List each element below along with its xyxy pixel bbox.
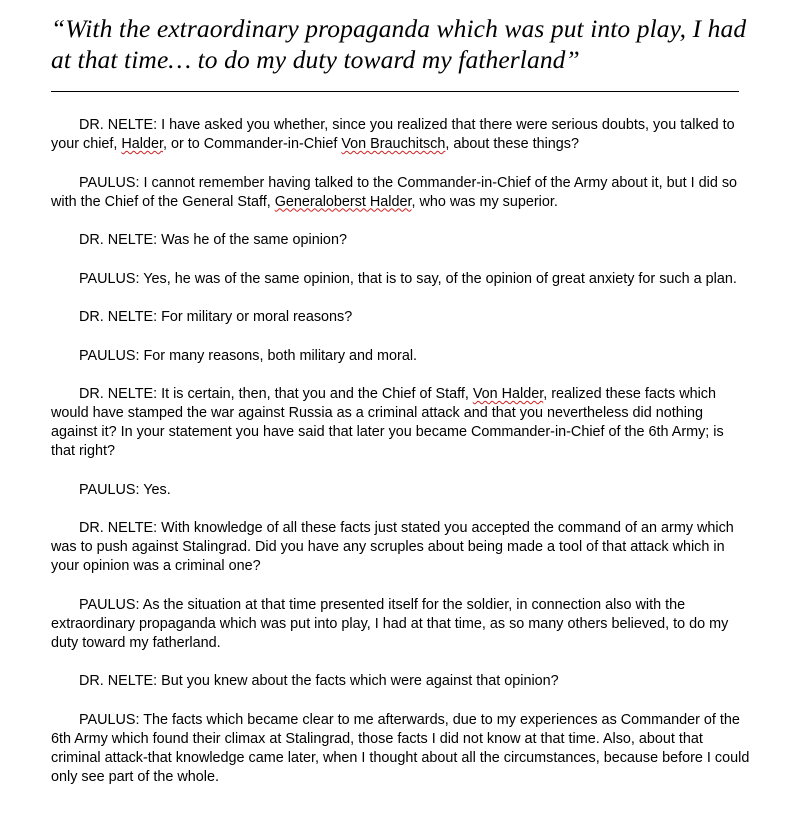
- pull-quote-heading: “With the extraordinary propaganda which was put into play, I had at that time… to do my duty toward my fatherland”: [51, 14, 747, 74]
- transcript-paragraph: [51, 174, 751, 212]
- text-run: DR. NELTE: For military or moral reasons?: [79, 309, 353, 325]
- transcript-paragraph: [51, 711, 751, 787]
- text-run: PAULUS: Yes.: [79, 481, 171, 498]
- text-run: , about these things?: [445, 136, 579, 152]
- spellcheck-flagged-word: Von Brauchitsch: [341, 136, 446, 152]
- text-run: PAULUS: As the situation at that time presented itself for the soldier, in connection also with the extraordinary propaganda which was put into play, I had at that time, as so many others believed, to do my duty toward my fatherland.: [51, 596, 729, 651]
- transcript-paragraph: [51, 116, 751, 154]
- transcript-paragraph: [51, 270, 751, 289]
- transcript-paragraph: [51, 347, 751, 366]
- text-run: PAULUS: The facts which became clear to me afterwards, due to my experiences as Commander of the 6th Army which found their climax at Stalingrad, those facts I did not know at that time. Also, about that criminal attack-that knowledge came later, when I thought about all the circumstances, because before I could only see part of the whole.: [51, 711, 750, 785]
- text-run: DR. NELTE: But you knew about the facts which were against that opinion?: [79, 673, 559, 689]
- text-run: PAULUS: For many reasons, both military and moral.: [79, 347, 418, 364]
- text-run: DR. NELTE: With knowledge of all these facts just stated you accepted the command of an army which was to push against Stalingrad. Did you have any scruples about being made a tool of that attack which in your opinion was a criminal one?: [51, 520, 734, 574]
- spellcheck-flagged-word: Halder: [121, 136, 163, 152]
- horizontal-rule: [51, 91, 739, 92]
- text-run: , or to Commander-in-Chief: [163, 136, 342, 152]
- text-run: DR. NELTE: Was he of the same opinion?: [79, 232, 347, 248]
- spellcheck-flagged-word: Generaloberst Halder: [274, 193, 412, 210]
- transcript-paragraph: [51, 672, 751, 691]
- text-run: , who was my superior.: [411, 193, 558, 210]
- text-run: DR. NELTE: It is certain, then, that you and the Chief of Staff,: [79, 386, 473, 402]
- text-run: PAULUS: Yes, he was of the same opinion, that is to say, of the opinion of great anxiety for such a plan.: [79, 270, 737, 287]
- transcript-paragraph: [51, 385, 751, 461]
- text-run: , realized these facts which would have stamped the war against Russia as a criminal attack and that you nevertheless did nothing against it? In your statement you have said that later you became Commander-in-Chief of the 6th Army; is that right?: [51, 386, 724, 459]
- text-run: PAULUS: I cannot remember having talked to the Commander-in-Chief of the Army about it, but I did so with the Chief of the General Staff,: [51, 174, 738, 210]
- spellcheck-flagged-word: Von Halder: [472, 386, 544, 402]
- transcript-paragraph: [51, 596, 751, 653]
- transcript-paragraph: [51, 231, 751, 250]
- text-run: DR. NELTE: I have asked you whether, since you realized that there were serious doubts, you talked to your chief,: [51, 117, 735, 152]
- transcript-paragraph: [51, 308, 751, 327]
- transcript-body: [51, 116, 751, 806]
- transcript-paragraph: [51, 481, 751, 500]
- transcript-paragraph: [51, 519, 751, 576]
